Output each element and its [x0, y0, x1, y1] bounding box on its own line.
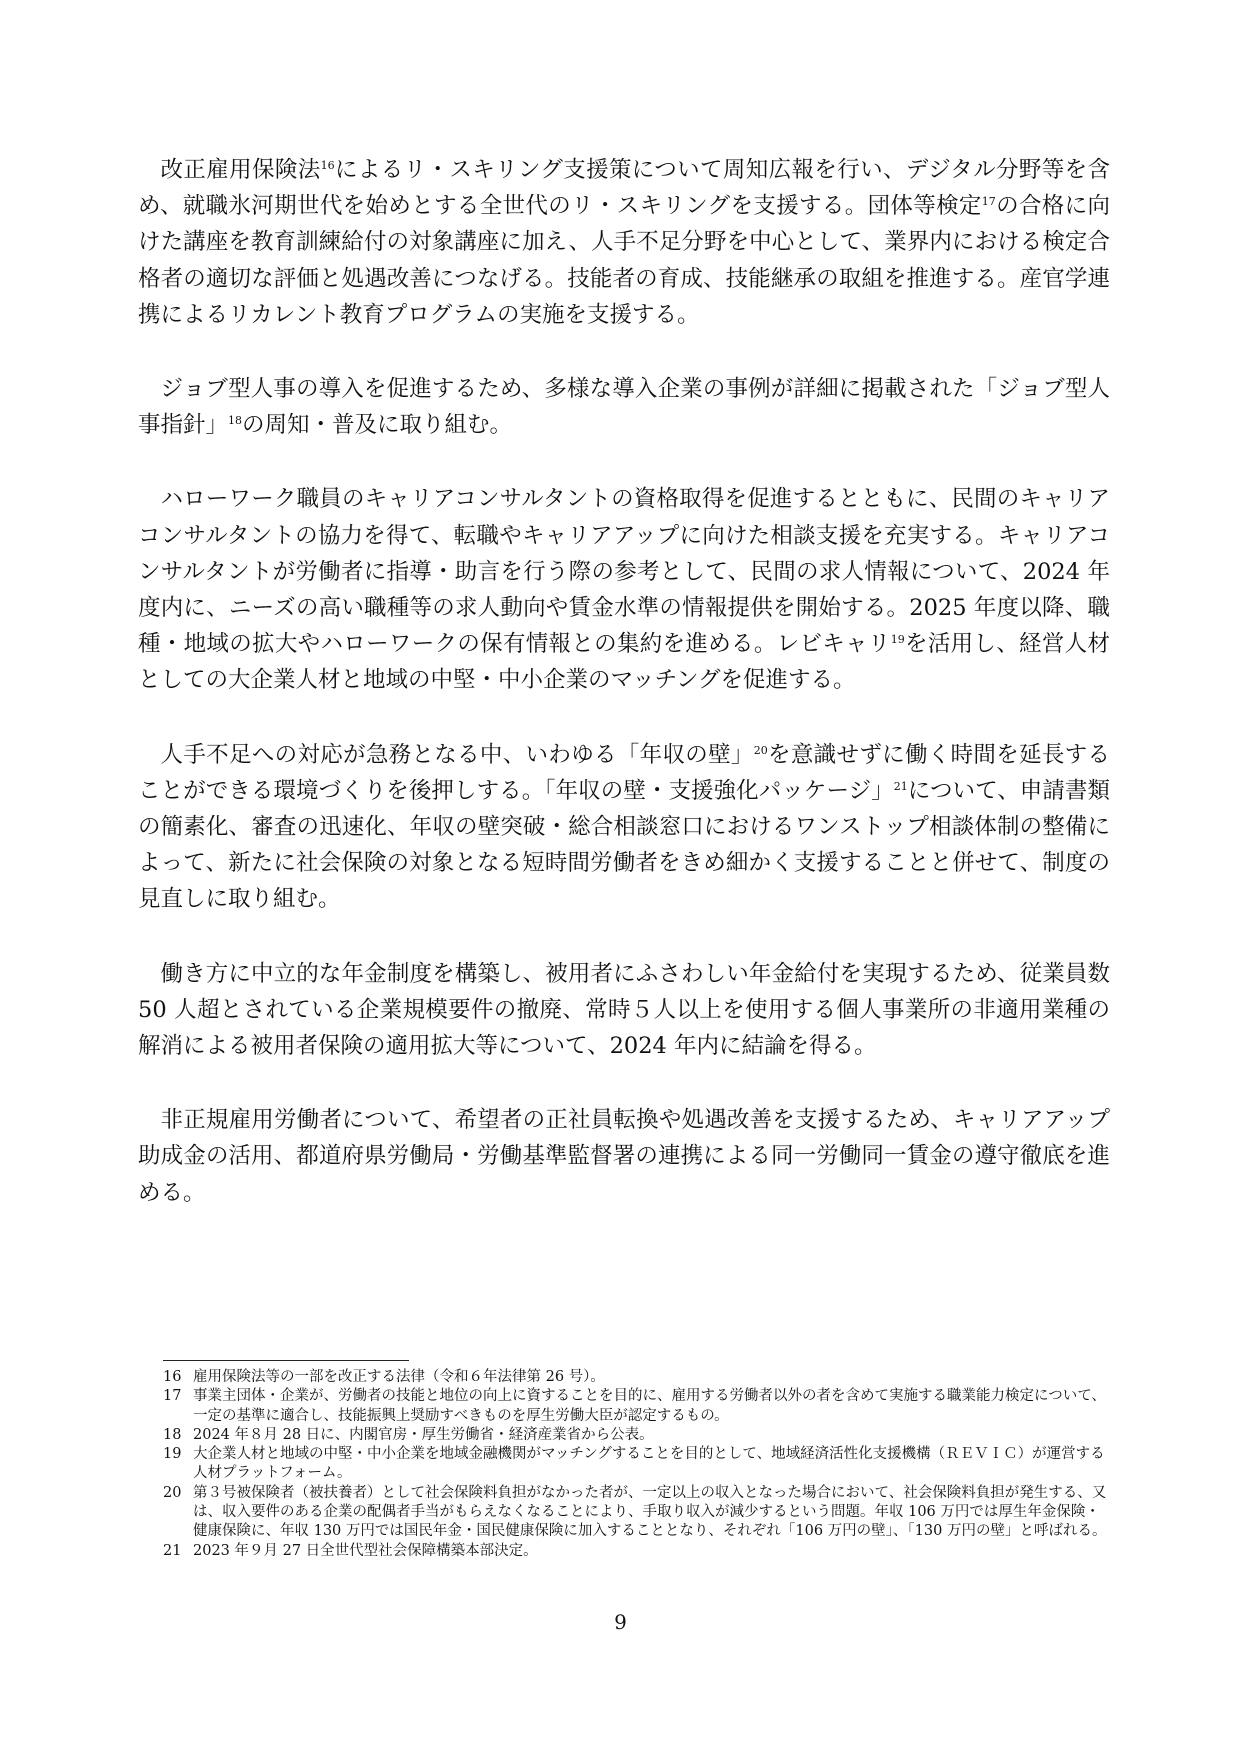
body-text [138, 152, 1110, 1249]
footnote-reference: 17 [981, 194, 996, 208]
footnote-reference: 20 [753, 743, 768, 757]
footnote [163, 1484, 1109, 1542]
footnote-number: 16 [163, 1369, 182, 1385]
text-segment: 非正規雇用労働者について、希望者の正社員転換や処遇改善を支援するため、キャリアアップ助成金の活用、都道府県労働局・労働基準監督署の連携による同一労働同一賃金の遵守徹底を進める。 [138, 1107, 1110, 1206]
text-segment: 人手不足への対応が急務となる中、いわゆる「年収の壁」 [160, 741, 754, 768]
footnote [163, 1445, 1109, 1484]
text-segment: の合格に向けた講座を教育訓練給付の対象講座に加え、人手不足分野を中心として、業界内における検定合格者の適切な評価と処遇改善につなげる。技能者の育成、技能継承の取組を推進する。産官学連携によるリカレント教育プログラムの実施を支援する。 [138, 193, 1110, 328]
footnote-divider [163, 1360, 409, 1361]
text-segment: 改正雇用保険法 [160, 157, 321, 183]
footnote-text: 雇用保険法等の一部を改正する法律（令和６年法律第 26 号）。 [193, 1369, 605, 1385]
text-segment: の周知・普及に取り組む。 [242, 412, 513, 439]
footnote [163, 1426, 1109, 1445]
footnote-number: 19 [163, 1446, 182, 1463]
paragraph [138, 956, 1110, 1065]
footnote-text: 第３号被保険者（被扶養者）として社会保険料負担がなかった者が、一定以上の収入となった場合において、社会保険料負担が発生する、又は、収入要件のある企業の配偶者手当がもらえなくなることにより、手取り収入が減少するという問題。年収 106 万円では厚生年金保険・健康保険に、年収 130 万円では国民年金・国民健康保険に加入することとなり、それぞれ「106 万円の壁」、「130 万円の壁」と呼ばれる。 [193, 1484, 1107, 1540]
footnotes [163, 1368, 1109, 1561]
text-segment: を意識せずに働く時間を延長することができる環境づくりを後押しする。「年収の壁・支援強化パッケージ」 [138, 741, 1110, 804]
text-segment: によるリ・スキリング支援策について周知広報を行い、デジタル分野等を含め、就職氷河期世代を始めとする全世代のリ・スキリングを支援する。団体等検定 [138, 157, 1110, 220]
paragraph [138, 737, 1110, 918]
footnote-number: 21 [163, 1542, 182, 1559]
footnote-number: 18 [163, 1426, 182, 1443]
footnote-reference: 19 [890, 632, 905, 646]
footnote-text: 2023 年９月 27 日全世代型社会保障構築本部決定。 [193, 1542, 538, 1559]
footnote-number: 20 [163, 1484, 182, 1501]
text-segment: ハローワーク職員のキャリアコンサルタントの資格取得を促進するとともに、民間のキャリアコンサルタントの協力を得て、転職やキャリアアップに向けた相談支援を充実する。キャリアコンサルタントが労働者に指導・助言を行う際の参考として、民間の求人情報について、2024 年度内に、ニーズの高い職種等の求人動向や賃金水準の情報提供を開始する。2025 年度以降、職種・地域の拡大やハローワークの保有情報との集約を進める。レビキャリ [138, 486, 1110, 658]
footnote-reference: 16 [320, 158, 335, 172]
paragraph [138, 371, 1110, 443]
text-segment: を活用し、経営人材としての大企業人材と地域の中堅・中小企業のマッチングを促進する。 [138, 631, 1110, 694]
paragraph [138, 1102, 1110, 1211]
paragraph [138, 152, 1110, 333]
page-number: 9 [614, 1610, 627, 1634]
footnote-text: 大企業人材と地域の中堅・中小企業を地域金融機関がマッチングすることを目的として、地域経済活性化支援機構（ＲＥＶＩＣ）が運営する人材プラットフォーム。 [193, 1446, 1105, 1482]
footnote-text: 2024 年８月 28 日に、内閣官房・厚生労働省・経済産業省から公表。 [193, 1426, 654, 1443]
footnote [163, 1387, 1109, 1426]
text-segment: について、申請書類の簡素化、審査の迅速化、年収の壁突破・総合相談窓口におけるワンストップ相談体制の整備によって、新たに社会保険の対象となる短時間労働者をきめ細かく支援することと併せて、制度の見直しに取り組む。 [138, 777, 1110, 913]
footnote-text: 事業主団体・企業が、労働者の技能と地位の向上に資することを目的に、雇用する労働者以外の者を含めて実施する職業能力検定について、一定の基準に適合し、技能振興上奨励すべきものを厚生労働大臣が認定するもの。 [193, 1388, 1106, 1424]
footnote [163, 1368, 1109, 1387]
footnote [163, 1542, 1109, 1561]
text-segment: ジョブ型人事の導入を促進するため、多様な導入企業の事例が詳細に掲載された「ジョブ型人事指針」 [138, 376, 1110, 439]
text-segment: 働き方に中立的な年金制度を構築し、被用者にふさわしい年金給付を実現するため、従業員数 50 人超とされている企業規模要件の撤廃、常時５人以上を使用する個人事業所の非適用業種の解消による被用者保険の適用拡大等について、2024 年内に結論を得る。 [138, 960, 1110, 1060]
footnote-reference: 18 [228, 413, 243, 427]
footnote-reference: 21 [893, 779, 908, 793]
footnote-number: 17 [163, 1388, 182, 1405]
paragraph [138, 481, 1110, 698]
